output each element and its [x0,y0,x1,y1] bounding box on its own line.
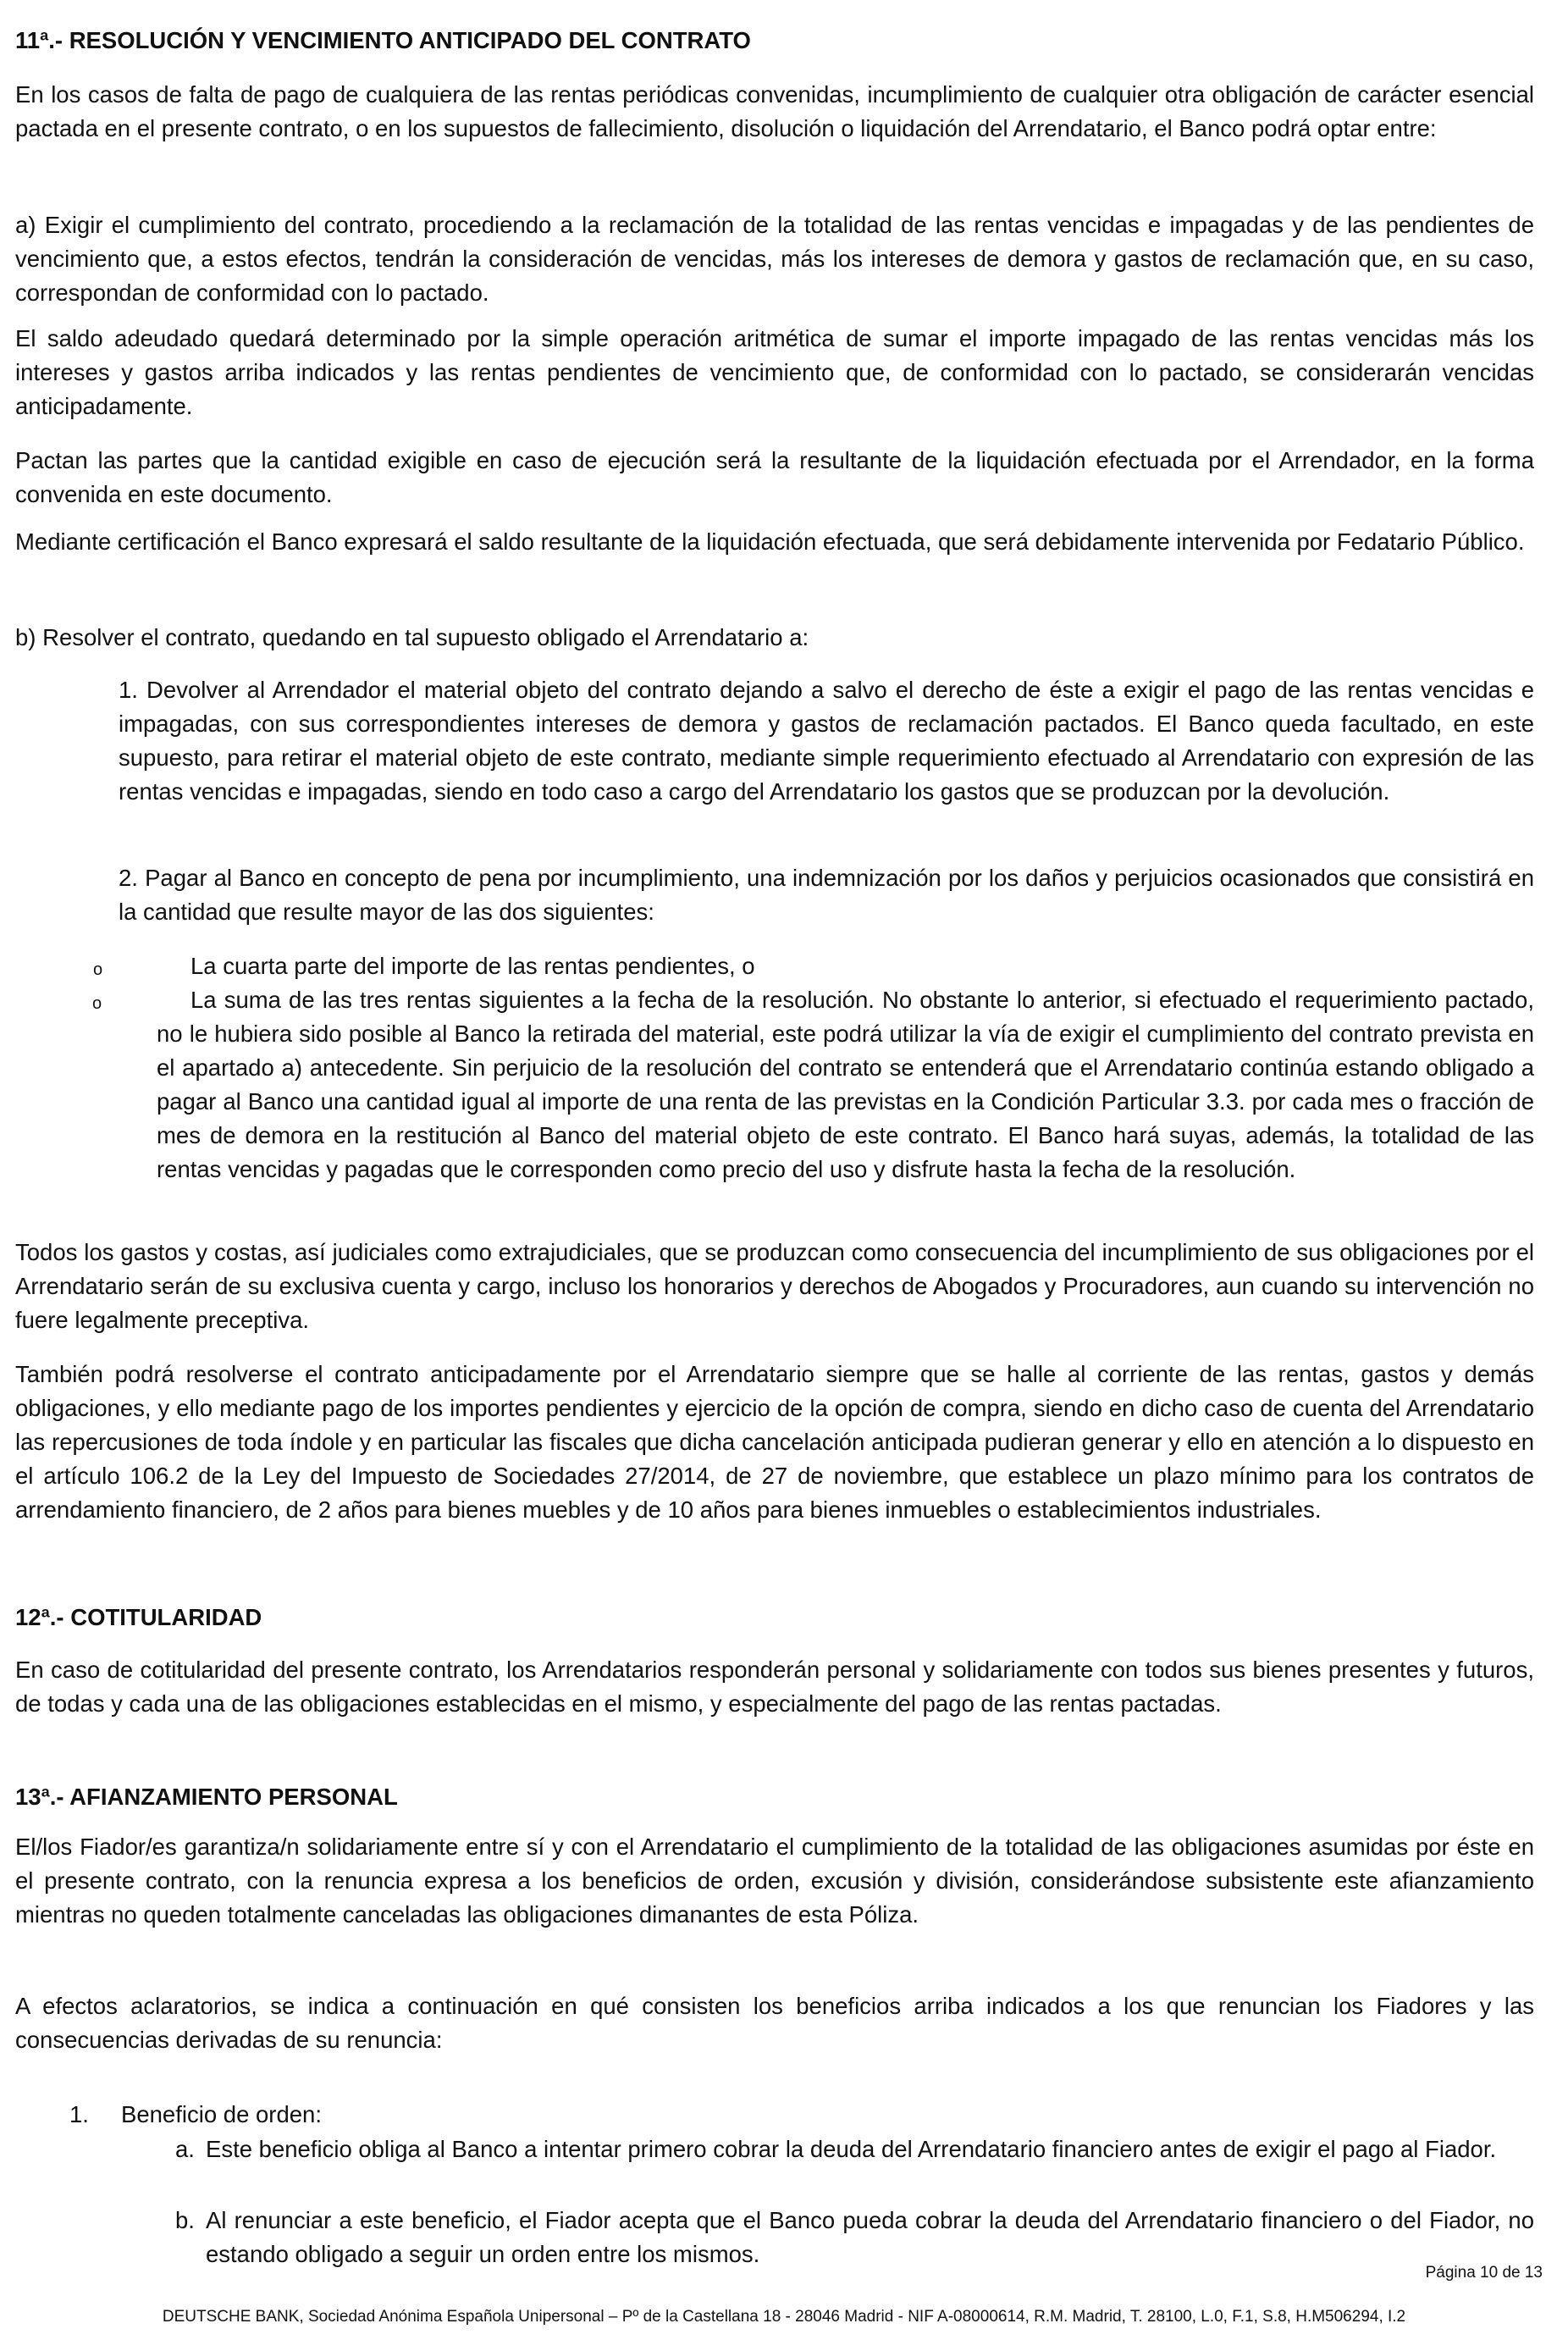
item-label: b. [175,2207,195,2233]
section-11-option-a: a) Exigir el cumplimiento del contrato, procediendo a la reclamación de la totalidad de las rentas vencidas e impagadas y de las pendientes de vencimiento que, a estos efectos, tendrán la consideración de vencidas, más los intereses de demora y gastos de reclamación que, en su caso, correspondan de conformidad con lo pactado. [15,212,1534,306]
bullet-item-1 [93,949,1534,983]
section-11-paragraph-tambien: También podrá resolverse el contrato anticipadamente por el Arrendatario siempre que se halle al corriente de las rentas, gastos y demás obligaciones, y ello mediante pago de los importes pendientes y ejercicio de la opción de compra, siendo en dicho caso de cuenta del Arrendatario las repercusiones de toda índole y en particular las fiscales que dicha cancelación anticipada pudieran generar y ello en atención a lo dispuesto en el artículo 106.2 de la Ley del Impuesto de Sociedades 27/2014, de 27 de noviembre, que establece un plazo mínimo para los contratos de arrendamiento financiero, de 2 años para bienes muebles y de 10 años para bienes inmuebles o establecimientos industriales. [15,1361,1534,1523]
benefit-1-title: Beneficio de orden: [121,2101,322,2127]
section-11-paragraph-pactan: Pactan las partes que la cantidad exigible en caso de ejecución será la resultante de la liquidación efectuada por el Arrendador, en la forma convenida en este documento. [15,447,1534,507]
section-11-option-b: b) Resolver el contrato, quedando en tal supuesto obligado el Arrendatario a: [15,624,809,650]
section-11-paragraph-1: En los casos de falta de pago de cualquiera de las rentas periódicas convenidas, incumplimiento de cualquier otra obligación de carácter esencial pactada en el presente contrato, o en los supuestos de fallecimiento, disolución o liquidación del Arrendatario, el Banco podrá optar entre: [15,81,1534,141]
obligation-2: 2. Pagar al Banco en concepto de pena por incumplimiento, una indemnización por los daños y perjuicios ocasionados que consistirá en la cantidad que resulte mayor de las dos siguientes: [119,865,1534,925]
section-11-paragraph-saldo: El saldo adeudado quedará determinado por la simple operación aritmética de sumar el importe impagado de las rentas vencidas más los intereses y gastos arriba indicados y las rentas pendientes de vencimiento que, de conformidad con lo pactado, se considerarán vencidas anticipadamente. [15,325,1534,419]
section-12-paragraph: En caso de cotitularidad del presente contrato, los Arrendatarios responderán personal y solidariamente con todos sus bienes presentes y futuros, de todas y cada una de las obligaciones establecidas en el mismo, y especialmente del pago de las rentas pactadas. [15,1657,1534,1717]
section-13-paragraph-efectos: A efectos aclaratorios, se indica a continuación en qué consisten los beneficios arriba indicados a los que renuncian los Fiadores y las consecuencias derivadas de su renuncia: [15,1993,1534,2053]
benefit-1-item-b [175,2204,1534,2271]
benefit-1-number: 1. [69,2101,89,2127]
section-13-paragraph-fiador: El/los Fiador/es garantiza/n solidariamente entre sí y con el Arrendatario el cumplimiento de la totalidad de las obligaciones asumidas por éste en el presente contrato, con la renuncia expresa a los beneficios de orden, excusión y división, considerándose subsistente este afianzamiento mientras no queden totalmente canceladas las obligaciones dimanantes de esta Póliza. [15,1834,1534,1928]
section-11-heading: 11ª.- RESOLUCIÓN Y VENCIMIENTO ANTICIPADO DEL CONTRATO [15,27,751,53]
bullet-circle-icon: o [92,994,102,1013]
section-13-heading: 13ª.- AFIANZAMIENTO PERSONAL [15,1784,398,1810]
page-footer: DEUTSCHE BANK, Sociedad Anónima Española Unipersonal – Pº de la Castellana 18 - 28046 Madrid - NIF A-08000614, R.M. Madrid, T. 28100, L.0, F.1, S.8, H.M506294, I.2 [162,2308,1406,2326]
page-number: Página 10 de 13 [1425,2264,1543,2282]
section-12-heading: 12ª.- COTITULARIDAD [15,1604,262,1630]
bullet-text: La suma de las tres rentas siguientes a la fecha de la resolución. No obstante lo anterior, si efectuado el requerimiento pactado, no le hubiera sido posible al Banco la retirada del material, este podrá utilizar la vía de exigir el cumplimiento del contrato prevista en el apartado a) antecedente. Sin perjuicio de la resolución del contrato se entenderá que el Arrendatario continúa estando obligado a pagar al Banco una cantidad igual al importe de una renta de las previstas en la Condición Particular 3.3. por cada mes o fracción de mes de demora en la restitución al Banco del material objeto de este contrato. El Banco hará suyas, además, la totalidad de las rentas vencidas y pagadas que le corresponden como precio del uso y disfrute hasta la fecha de la resolución. [157,987,1534,1182]
item-text: Al renunciar a este beneficio, el Fiador acepta que el Banco pueda cobrar la deuda del Arrendatario financiero o del Fiador, no estando obligado a seguir un orden entre los mismos. [206,2207,1534,2267]
item-label: a. [175,2136,195,2162]
bullet-text: La cuarta parte del importe de las rentas pendientes, o [190,953,755,979]
bullet-circle-icon: o [93,960,103,979]
obligation-1: 1. Devolver al Arrendador el material objeto del contrato dejando a salvo el derecho de éste a exigir el pago de las rentas vencidas e impagadas, con sus correspondientes intereses de demora y gastos de reclamación pactados. El Banco queda facultado, en este supuesto, para retirar el material objeto de este contrato, mediante simple requerimiento efectuado al Arrendatario con expresión de las rentas vencidas e impagadas, siendo en todo caso a cargo del Arrendatario los gastos que se produzcan por la devolución. [119,677,1534,805]
bullet-item-2 [92,983,1534,1187]
section-11-paragraph-gastos: Todos los gastos y costas, así judiciales como extrajudiciales, que se produzcan como consecuencia del incumplimiento de sus obligaciones por el Arrendatario serán de su exclusiva cuenta y cargo, incluso los honorarios y derechos de Abogados y Procuradores, aun cuando su intervención no fuere legalmente preceptiva. [15,1239,1534,1333]
item-text: Este beneficio obliga al Banco a intentar primero cobrar la deuda del Arrendatario financiero antes de exigir el pago al Fiador. [206,2136,1497,2162]
benefit-1-item-a [175,2132,1534,2166]
section-11-paragraph-mediante: Mediante certificación el Banco expresará el saldo resultante de la liquidación efectuada, que será debidamente intervenida por Fedatario Público. [15,528,1525,555]
